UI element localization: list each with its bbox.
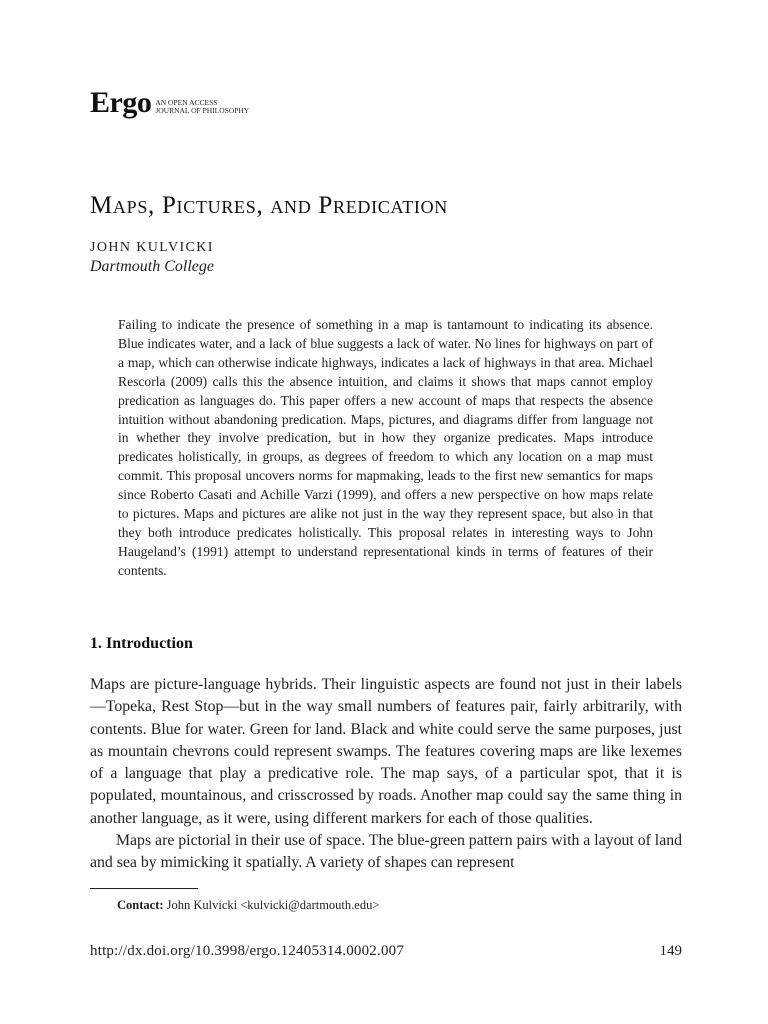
author-name: JOHN KULVICKI [90, 240, 214, 255]
article-title: Maps, Pictures, and Predication [90, 192, 449, 219]
journal-tagline-line1: AN OPEN ACCESS [155, 98, 218, 107]
footnote [117, 898, 379, 913]
body-text [90, 674, 682, 875]
page-number: 149 [659, 943, 682, 959]
journal-name: Ergo [90, 86, 152, 119]
footnote-rule [90, 888, 198, 889]
journal-tagline-line2: JOURNAL OF PHILOSOPHY [155, 106, 250, 115]
body-paragraph-clip [90, 830, 682, 875]
section-heading: 1. Introduction [90, 635, 193, 652]
body-paragraph: Maps are pictorial in their use of space. The blue-green pattern pairs with a layout of land and sea by mimicking it spatially. A variety of shapes can represent [90, 832, 682, 872]
abstract: Failing to indicate the presence of something in a map is tantamount to indicating its absence. Blue indicates water, and a lack of blue suggests a lack of water. No lines for highways on part of a map, which can otherwise indicate highways, indicates a lack of highways in that area. Michael Rescorla (2009) calls this the absence intuition, and claims it shows that maps cannot employ predication as languages do. This paper offers a new account of maps that respects the absence intuition without abandoning predication. Maps, pictures, and diagrams differ from language not in whether they involve predication, but in how they organize predicates. Maps introduce predicates holistically, in groups, as degrees of freedom to which any location on a map must commit. This proposal uncovers norms for mapmaking, leads to the first new semantics for maps since Roberto Casati and Achille Varzi (1999), and offers a new perspective on how maps relate to pictures. Maps and pictures are alike not just in the way they represent space, but also in that they both introduce predicates holistically. This proposal relates in interesting ways to John Haugeland’s (1991) attempt to understand representational kinds in terms of features of their contents. [118, 317, 653, 578]
journal-tagline [155, 99, 249, 115]
body-paragraph: Maps are picture-language hybrids. Their linguistic aspects are found not just in their labels—Topeka, Rest Stop—but in the way small numbers of features pair, fairly arbitrarily, with contents. Blue for water. Green for land. Black and white could serve the same purposes, just as mountain chevrons could represent swamps. The features covering maps are like lexemes of a language that play a predicative role. The map says, of a particular spot, that it is populated, mountainous, and crisscrossed by roads. Another map could say the same thing in another language, as it were, using different markers for each of those qualities. [90, 676, 682, 827]
footnote-label: Contact: [117, 898, 164, 912]
doi-link[interactable]: http://dx.doi.org/10.3998/ergo.12405314.0002.007 [90, 943, 405, 959]
journal-logo [90, 88, 249, 118]
author-affiliation: Dartmouth College [90, 258, 214, 275]
paper-page [90, 0, 682, 1024]
footnote-text: John Kulvicki <kulvicki@dartmouth.edu> [163, 898, 380, 912]
